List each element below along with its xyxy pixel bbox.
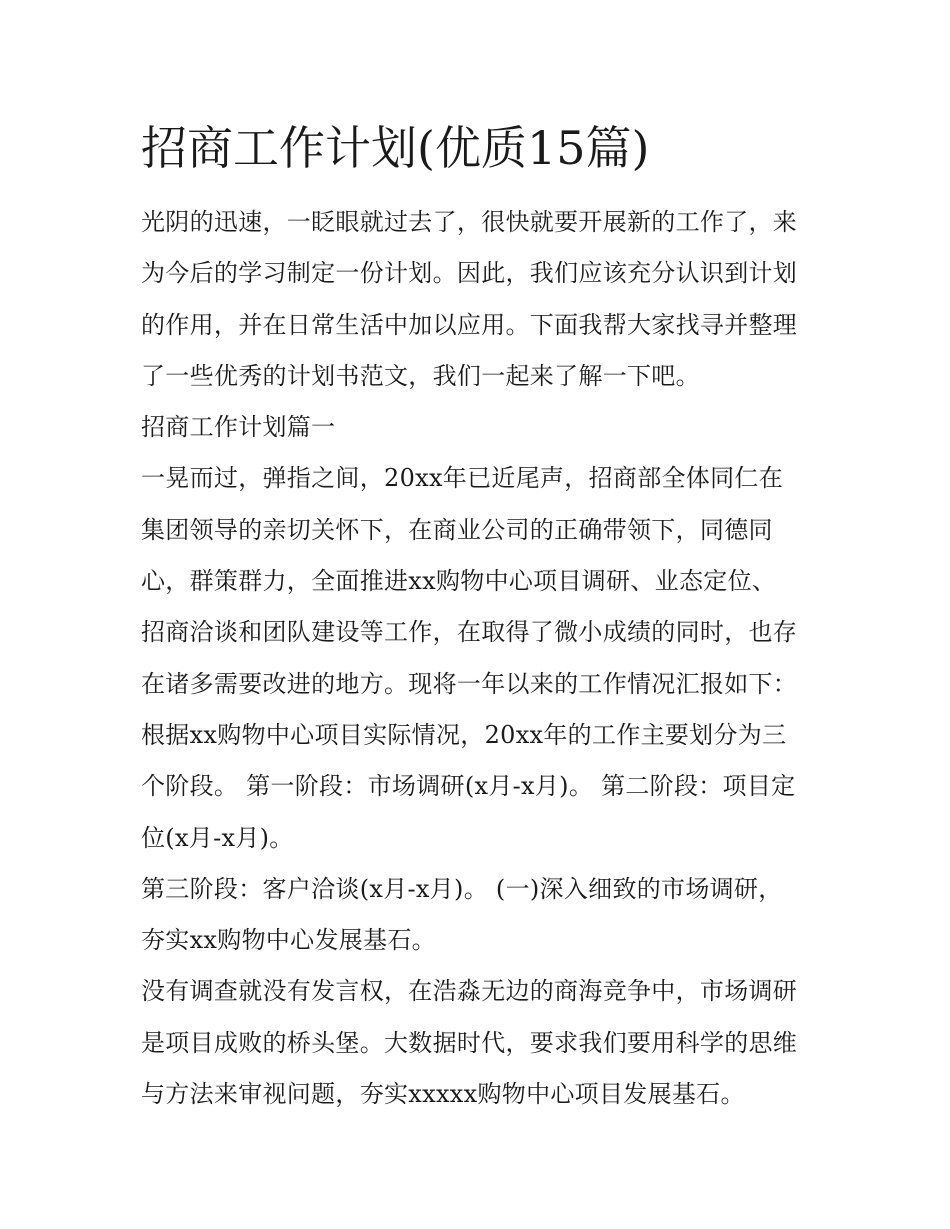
text-line: 根据xx购物中心项目实际情况，20xx年的工作主要划分为三	[141, 720, 787, 749]
text-line: 为今后的学习制定一份计划。因此，我们应该充分认识到计划	[141, 259, 798, 288]
document-title: 招商工作计划(优质15篇)	[141, 121, 650, 175]
text-line: 位(x月-x月)。	[141, 823, 294, 852]
text-line: 是项目成败的桥头堡。大数据时代，要求我们要用科学的思维	[141, 1028, 798, 1057]
text-line: 集团领导的亲切关怀下，在商业公司的正确带领下，同德同	[141, 515, 773, 544]
text-line: 个阶段。 第一阶段：市场调研(x月-x月)。 第二阶段：项目定	[141, 772, 796, 801]
text-line: 在诸多需要改进的地方。现将一年以来的工作情况汇报如下：	[141, 669, 798, 698]
section-heading: 招商工作计划篇一	[141, 413, 336, 442]
text-line: 招商洽谈和团队建设等工作，在取得了微小成绩的同时，也存	[141, 618, 798, 647]
text-line: 心，群策群力，全面推进xx购物中心项目调研、业态定位、	[141, 567, 777, 596]
text-line: 了一些优秀的计划书范文，我们一起来了解一下吧。	[141, 361, 700, 390]
text-line: 与方法来审视问题，夯实xxxxx购物中心项目发展基石。	[141, 1080, 745, 1109]
text-line: 的作用，并在日常生活中加以应用。下面我帮大家找寻并整理	[141, 310, 798, 339]
text-line: 光阴的迅速，一眨眼就过去了，很快就要开展新的工作了，来	[141, 208, 798, 236]
text-line: 一晃而过，弹指之间，20xx年已近尾声，招商部全体同仁在	[141, 464, 784, 493]
text-line: 第三阶段：客户洽谈(x月-x月)。 (一)深入细致的市场调研，	[141, 874, 783, 903]
text-line: 没有调查就没有发言权，在浩淼无边的商海竞争中，市场调研	[141, 977, 798, 1006]
document-body	[141, 197, 821, 1120]
text-line: 夯实xx购物中心发展基石。	[141, 926, 436, 955]
